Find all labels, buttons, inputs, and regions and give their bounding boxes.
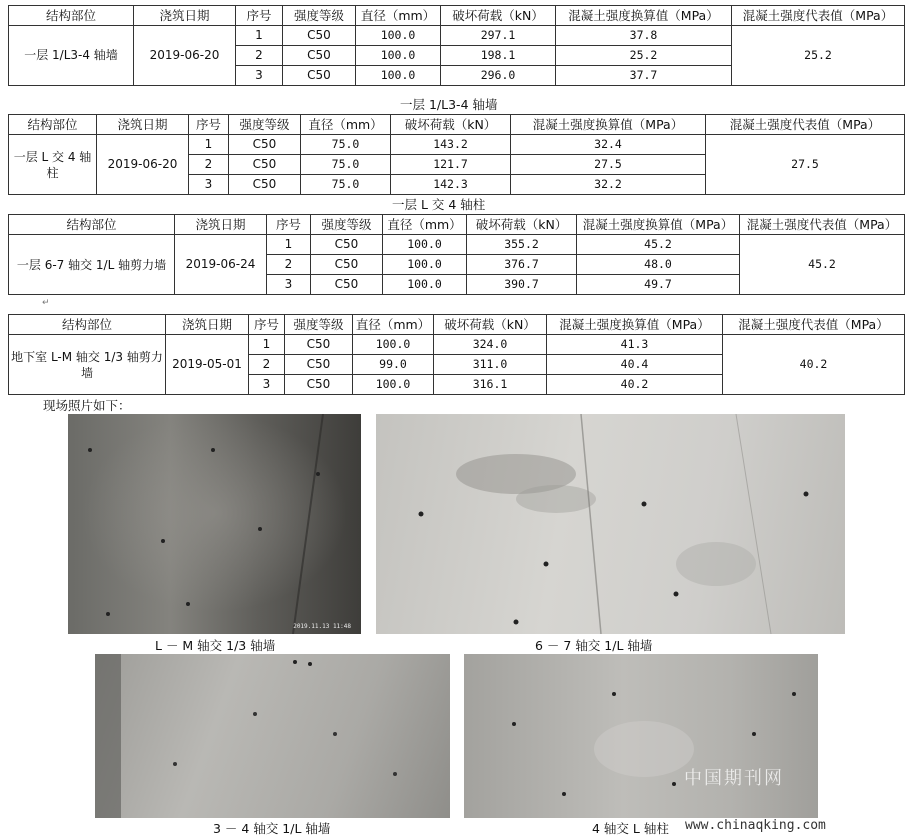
header-strength: 混凝土强度换算值（MPa） bbox=[577, 215, 740, 235]
diameter-cell: 100.0 bbox=[383, 275, 467, 295]
table-row bbox=[9, 235, 905, 255]
header-part: 结构部位 bbox=[9, 6, 134, 26]
load-cell: 324.0 bbox=[434, 335, 547, 355]
part-cell: 一层 L 交 4 轴柱 bbox=[9, 135, 97, 195]
grade-cell: C50 bbox=[283, 66, 356, 86]
load-cell: 297.1 bbox=[441, 26, 556, 46]
rep-cell: 45.2 bbox=[740, 235, 905, 295]
load-cell: 198.1 bbox=[441, 46, 556, 66]
rep-cell: 25.2 bbox=[732, 26, 905, 86]
test-table-1 bbox=[8, 5, 905, 86]
table-header-row bbox=[9, 6, 905, 26]
strength-cell: 41.3 bbox=[547, 335, 723, 355]
load-cell: 143.2 bbox=[391, 135, 511, 155]
photo-texture bbox=[68, 414, 361, 634]
no-cell: 3 bbox=[189, 175, 229, 195]
rep-cell: 27.5 bbox=[706, 135, 905, 195]
header-rep: 混凝土强度代表值（MPa） bbox=[740, 215, 905, 235]
table-row bbox=[9, 26, 905, 46]
part-cell: 一层 1/L3-4 轴墙 bbox=[9, 26, 134, 86]
header-part: 结构部位 bbox=[9, 215, 175, 235]
part-cell: 地下室 L-M 轴交 1/3 轴剪力墙 bbox=[9, 335, 166, 395]
diameter-cell: 100.0 bbox=[353, 335, 434, 355]
grade-cell: C50 bbox=[283, 26, 356, 46]
header-load: 破坏荷载（kN） bbox=[441, 6, 556, 26]
strength-cell: 32.2 bbox=[511, 175, 706, 195]
header-load: 破坏荷载（kN） bbox=[467, 215, 577, 235]
no-cell: 3 bbox=[236, 66, 283, 86]
strength-cell: 40.2 bbox=[547, 375, 723, 395]
photo-caption-1: L － M 轴交 1/3 轴墙 bbox=[155, 638, 276, 653]
photo-concrete-wall-2 bbox=[376, 414, 845, 634]
no-cell: 2 bbox=[189, 155, 229, 175]
diameter-cell: 100.0 bbox=[356, 66, 441, 86]
strength-cell: 25.2 bbox=[556, 46, 732, 66]
header-date: 浇筑日期 bbox=[175, 215, 267, 235]
header-no: 序号 bbox=[189, 115, 229, 135]
strength-cell: 32.4 bbox=[511, 135, 706, 155]
header-grade: 强度等级 bbox=[285, 315, 353, 335]
table-header-row bbox=[9, 115, 905, 135]
load-cell: 142.3 bbox=[391, 175, 511, 195]
load-cell: 121.7 bbox=[391, 155, 511, 175]
diameter-cell: 100.0 bbox=[383, 255, 467, 275]
header-load: 破坏荷载（kN） bbox=[391, 115, 511, 135]
header-load: 破坏荷载（kN） bbox=[434, 315, 547, 335]
date-cell: 2019-06-20 bbox=[97, 135, 189, 195]
header-date: 浇筑日期 bbox=[134, 6, 236, 26]
header-rep: 混凝土强度代表值（MPa） bbox=[732, 6, 905, 26]
table-row bbox=[9, 135, 905, 155]
grade-cell: C50 bbox=[229, 155, 301, 175]
header-grade: 强度等级 bbox=[311, 215, 383, 235]
header-no: 序号 bbox=[249, 315, 285, 335]
no-cell: 1 bbox=[267, 235, 311, 255]
load-cell: 376.7 bbox=[467, 255, 577, 275]
no-cell: 2 bbox=[249, 355, 285, 375]
no-cell: 2 bbox=[267, 255, 311, 275]
header-date: 浇筑日期 bbox=[97, 115, 189, 135]
grade-cell: C50 bbox=[311, 275, 383, 295]
test-table-4 bbox=[8, 314, 905, 395]
grade-cell: C50 bbox=[285, 335, 353, 355]
strength-cell: 37.8 bbox=[556, 26, 732, 46]
grade-cell: C50 bbox=[311, 255, 383, 275]
photo-concrete-wall-3 bbox=[95, 654, 450, 818]
diameter-cell: 100.0 bbox=[356, 46, 441, 66]
rep-cell: 40.2 bbox=[723, 335, 905, 395]
no-cell: 3 bbox=[249, 375, 285, 395]
grade-cell: C50 bbox=[285, 355, 353, 375]
grade-cell: C50 bbox=[229, 175, 301, 195]
diameter-cell: 100.0 bbox=[353, 375, 434, 395]
grade-cell: C50 bbox=[283, 46, 356, 66]
header-no: 序号 bbox=[267, 215, 311, 235]
table-header-row bbox=[9, 315, 905, 335]
header-date: 浇筑日期 bbox=[166, 315, 249, 335]
diameter-cell: 75.0 bbox=[301, 135, 391, 155]
diameter-cell: 75.0 bbox=[301, 155, 391, 175]
photo-caption-4: 4 轴交 L 轴柱 bbox=[592, 821, 669, 836]
table-header-row bbox=[9, 215, 905, 235]
photo-texture bbox=[376, 414, 845, 634]
no-cell: 2 bbox=[236, 46, 283, 66]
table-2-caption: 一层 L 交 4 轴柱 bbox=[392, 197, 486, 212]
load-cell: 355.2 bbox=[467, 235, 577, 255]
table-row bbox=[9, 335, 905, 355]
photo-texture bbox=[464, 654, 818, 818]
header-grade: 强度等级 bbox=[229, 115, 301, 135]
watermark-url: www.chinaqking.com bbox=[685, 818, 826, 833]
photo-concrete-wall-1 bbox=[68, 414, 361, 634]
photo-timestamp: 2019.11.13 11:48 bbox=[293, 623, 351, 630]
date-cell: 2019-06-24 bbox=[175, 235, 267, 295]
load-cell: 390.7 bbox=[467, 275, 577, 295]
header-diameter: 直径（mm） bbox=[356, 6, 441, 26]
photo-caption-2: 6 － 7 轴交 1/L 轴墙 bbox=[535, 638, 653, 653]
load-cell: 296.0 bbox=[441, 66, 556, 86]
test-table-2 bbox=[8, 114, 905, 195]
header-strength: 混凝土强度换算值（MPa） bbox=[547, 315, 723, 335]
strength-cell: 40.4 bbox=[547, 355, 723, 375]
header-diameter: 直径（mm） bbox=[301, 115, 391, 135]
header-rep: 混凝土强度代表值（MPa） bbox=[723, 315, 905, 335]
watermark-logo: 中国期刊网 bbox=[684, 768, 784, 789]
photo-texture bbox=[95, 654, 450, 818]
part-cell: 一层 6-7 轴交 1/L 轴剪力墙 bbox=[9, 235, 175, 295]
paragraph-mark: ↵ bbox=[42, 298, 50, 308]
date-cell: 2019-05-01 bbox=[166, 335, 249, 395]
diameter-cell: 75.0 bbox=[301, 175, 391, 195]
strength-cell: 27.5 bbox=[511, 155, 706, 175]
header-strength: 混凝土强度换算值（MPa） bbox=[511, 115, 706, 135]
header-diameter: 直径（mm） bbox=[353, 315, 434, 335]
test-table-3 bbox=[8, 214, 905, 295]
header-no: 序号 bbox=[236, 6, 283, 26]
no-cell: 1 bbox=[189, 135, 229, 155]
header-grade: 强度等级 bbox=[283, 6, 356, 26]
no-cell: 3 bbox=[267, 275, 311, 295]
header-strength: 混凝土强度换算值（MPa） bbox=[556, 6, 732, 26]
photos-intro: 现场照片如下： bbox=[43, 398, 131, 413]
photo-caption-3: 3 － 4 轴交 1/L 轴墙 bbox=[213, 821, 331, 836]
diameter-cell: 100.0 bbox=[383, 235, 467, 255]
strength-cell: 48.0 bbox=[577, 255, 740, 275]
load-cell: 311.0 bbox=[434, 355, 547, 375]
date-cell: 2019-06-20 bbox=[134, 26, 236, 86]
strength-cell: 37.7 bbox=[556, 66, 732, 86]
table-1-caption: 一层 1/L3-4 轴墙 bbox=[400, 97, 498, 112]
photo-concrete-column-4 bbox=[464, 654, 818, 818]
grade-cell: C50 bbox=[229, 135, 301, 155]
no-cell: 1 bbox=[236, 26, 283, 46]
diameter-cell: 99.0 bbox=[353, 355, 434, 375]
header-part: 结构部位 bbox=[9, 315, 166, 335]
header-rep: 混凝土强度代表值（MPa） bbox=[706, 115, 905, 135]
grade-cell: C50 bbox=[285, 375, 353, 395]
load-cell: 316.1 bbox=[434, 375, 547, 395]
diameter-cell: 100.0 bbox=[356, 26, 441, 46]
header-diameter: 直径（mm） bbox=[383, 215, 467, 235]
header-part: 结构部位 bbox=[9, 115, 97, 135]
no-cell: 1 bbox=[249, 335, 285, 355]
grade-cell: C50 bbox=[311, 235, 383, 255]
strength-cell: 49.7 bbox=[577, 275, 740, 295]
strength-cell: 45.2 bbox=[577, 235, 740, 255]
